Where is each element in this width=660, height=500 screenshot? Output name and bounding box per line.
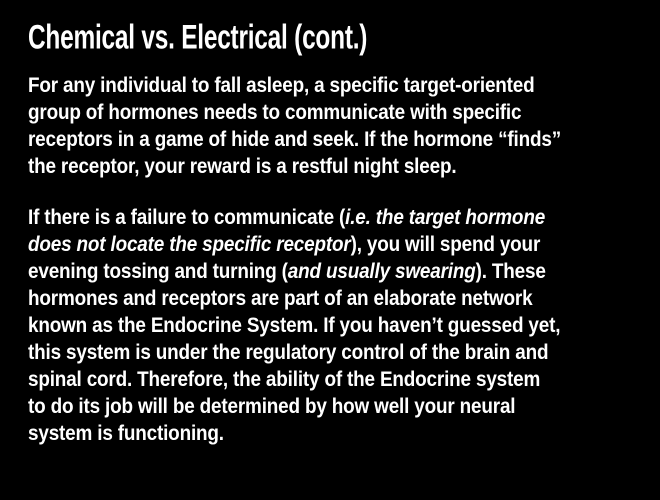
text-run: receptors in a game of hide and seek. If the hormone “finds” xyxy=(28,127,561,151)
body-paragraph xyxy=(28,72,563,180)
text-run: ), you will spend your xyxy=(350,232,541,256)
text-run: to do its job will be determined by how well your neural xyxy=(28,394,516,418)
italic-text-run: and usually swearing xyxy=(287,259,476,283)
italic-text-run: does not locate the specific receptor xyxy=(28,232,351,256)
slide-title-text: Chemical vs. Electrical (cont.) xyxy=(28,17,368,56)
text-run: hormones and receptors are part of an elaborate network xyxy=(28,286,533,310)
text-run: If there is a failure to communicate ( xyxy=(28,205,346,229)
text-run: evening tossing and turning ( xyxy=(28,259,288,283)
text-run: known as the Endocrine System. If you haven’t guessed yet, xyxy=(28,313,561,337)
body-paragraph xyxy=(28,204,563,447)
body-text xyxy=(28,72,636,447)
text-run: For any individual to fall asleep, a specific target-oriented xyxy=(28,73,535,97)
text-run: spinal cord. Therefore, the ability of the Endocrine system xyxy=(28,367,541,391)
text-run: group of hormones needs to communicate with specific xyxy=(28,100,522,124)
italic-text-run: i.e. the target hormone xyxy=(345,205,546,229)
text-run: ). These xyxy=(475,259,546,283)
text-run: this system is under the regulatory control of the brain and xyxy=(28,340,549,364)
slide-title xyxy=(28,16,636,58)
text-run: system is functioning. xyxy=(28,421,224,445)
text-run: the receptor, your reward is a restful night sleep. xyxy=(28,154,457,178)
